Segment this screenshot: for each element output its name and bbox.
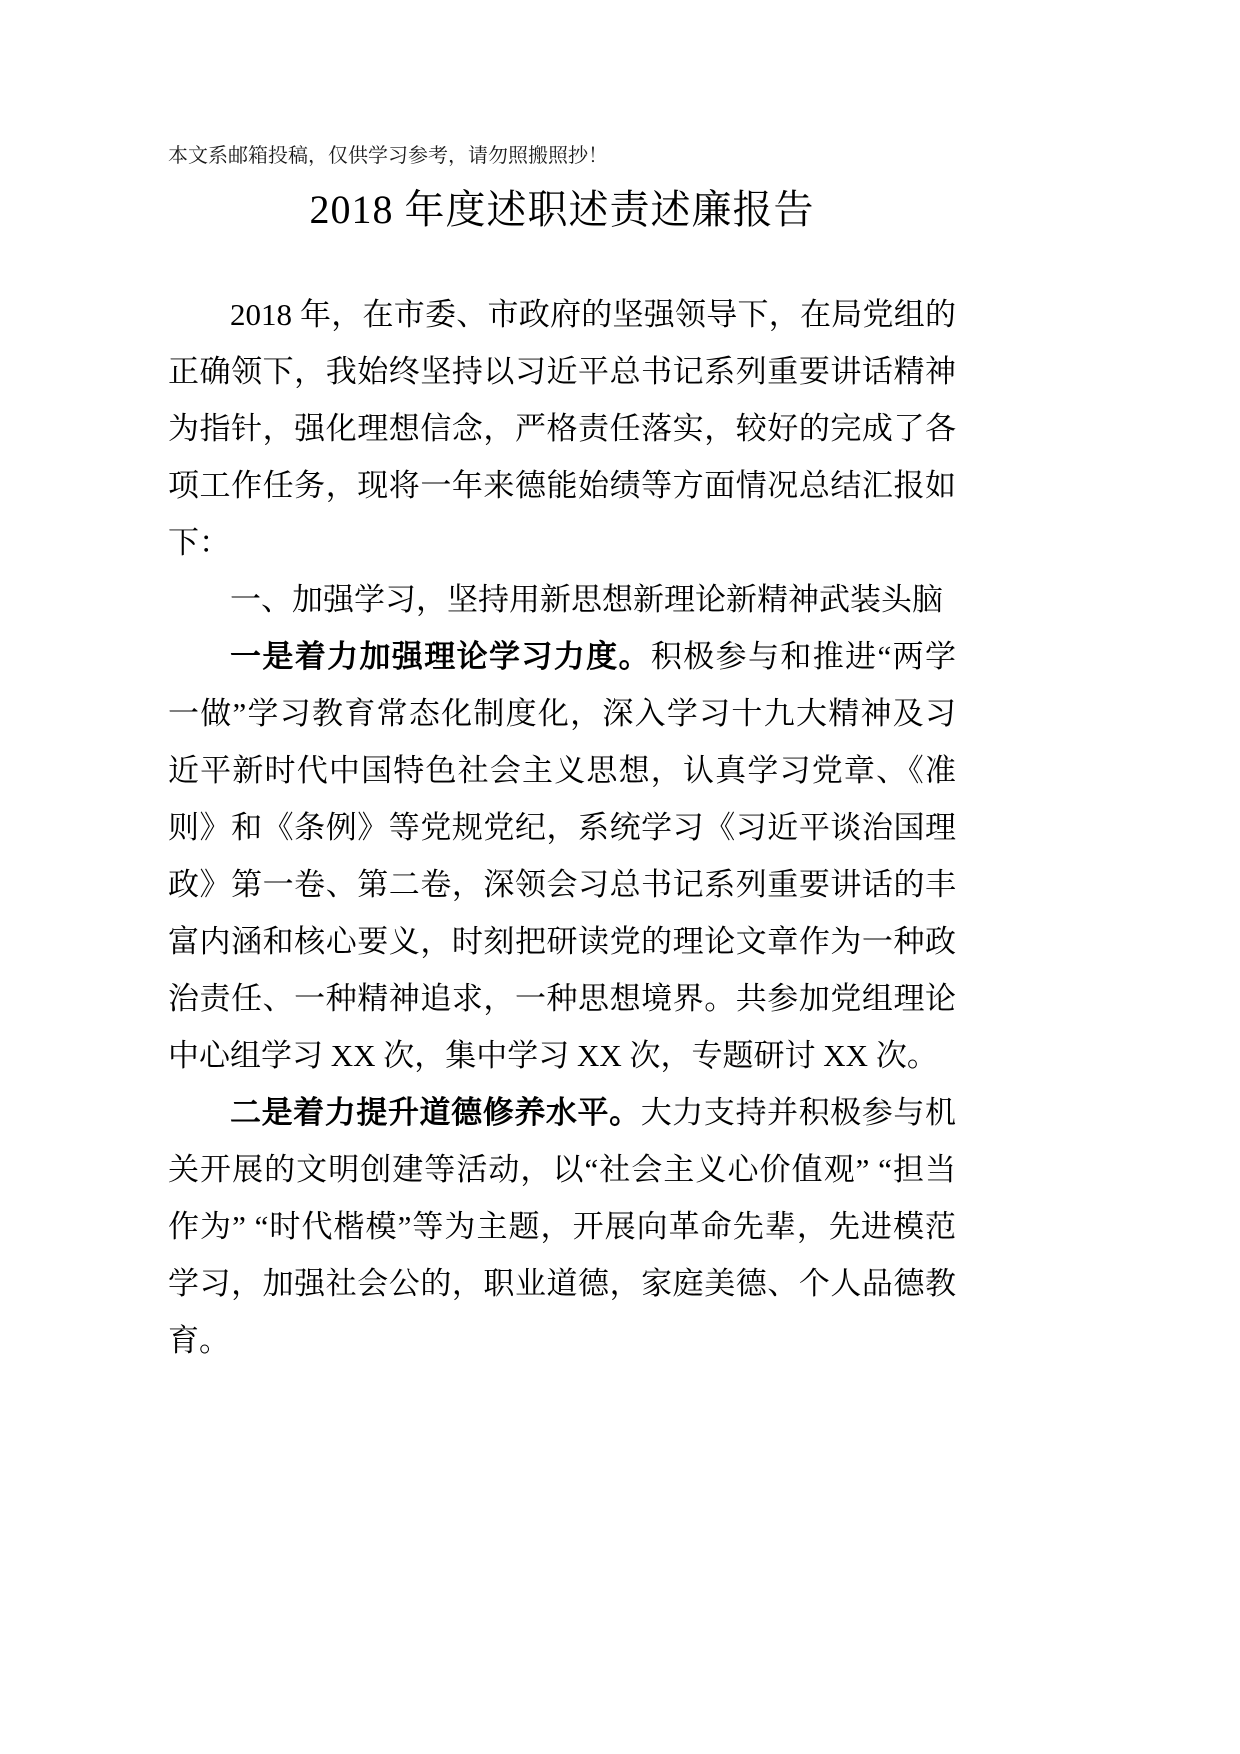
disclaimer-note: 本文系邮箱投稿，仅供学习参考，请勿照搬照抄！: [168, 145, 608, 167]
paragraph-2-lead: 二是着力提升道德修养水平。: [230, 1095, 641, 1130]
paragraph-2-text: 大力支持并积极参与机关开展的文明创建等活动，以“社会主义心价值观” “担当作为” “时代楷模”等为主题，开展向革命先辈，先进模范学习，加强社会公的，职业道德，家庭美德、个人品德教育。: [168, 1095, 957, 1358]
paragraph-2: [168, 1084, 956, 1369]
paragraph-1-lead: 一是着力加强理论学习力度。: [230, 639, 651, 674]
section-heading-1: 一、加强学习，坚持用新思想新理论新精神武装头脑: [230, 582, 943, 617]
document-content: [168, 142, 956, 1369]
intro-paragraph: 2018 年，在市委、市政府的坚强领导下，在局党组的正确领下，我始终坚持以习近平总书记系列重要讲话精神为指针，强化理想信念，严格责任落实，较好的完成了各项工作任务，现将一年来德能始绩等方面情况总结汇报如下：: [168, 297, 956, 560]
paragraph-1-text: 积极参与和推进“两学一做”学习教育常态化制度化，深入学习十九大精神及习近平新时代中国特色社会主义思想，认真学习党章、《准则》和《条例》等党规党纪，系统学习《习近平谈治国理政》第一卷、第二卷，深领会习总书记系列重要讲话的丰富内涵和核心要义，时刻把研读党的理论文章作为一种政治责任、一种精神追求，一种思想境界。共参加党组理论中心组学习 XX 次，集中学习 XX 次，专题研讨 XX 次。: [168, 639, 957, 1073]
paragraph-1: [168, 628, 956, 1084]
document-title: 2018 年度述职述责述廉报告: [309, 187, 815, 232]
